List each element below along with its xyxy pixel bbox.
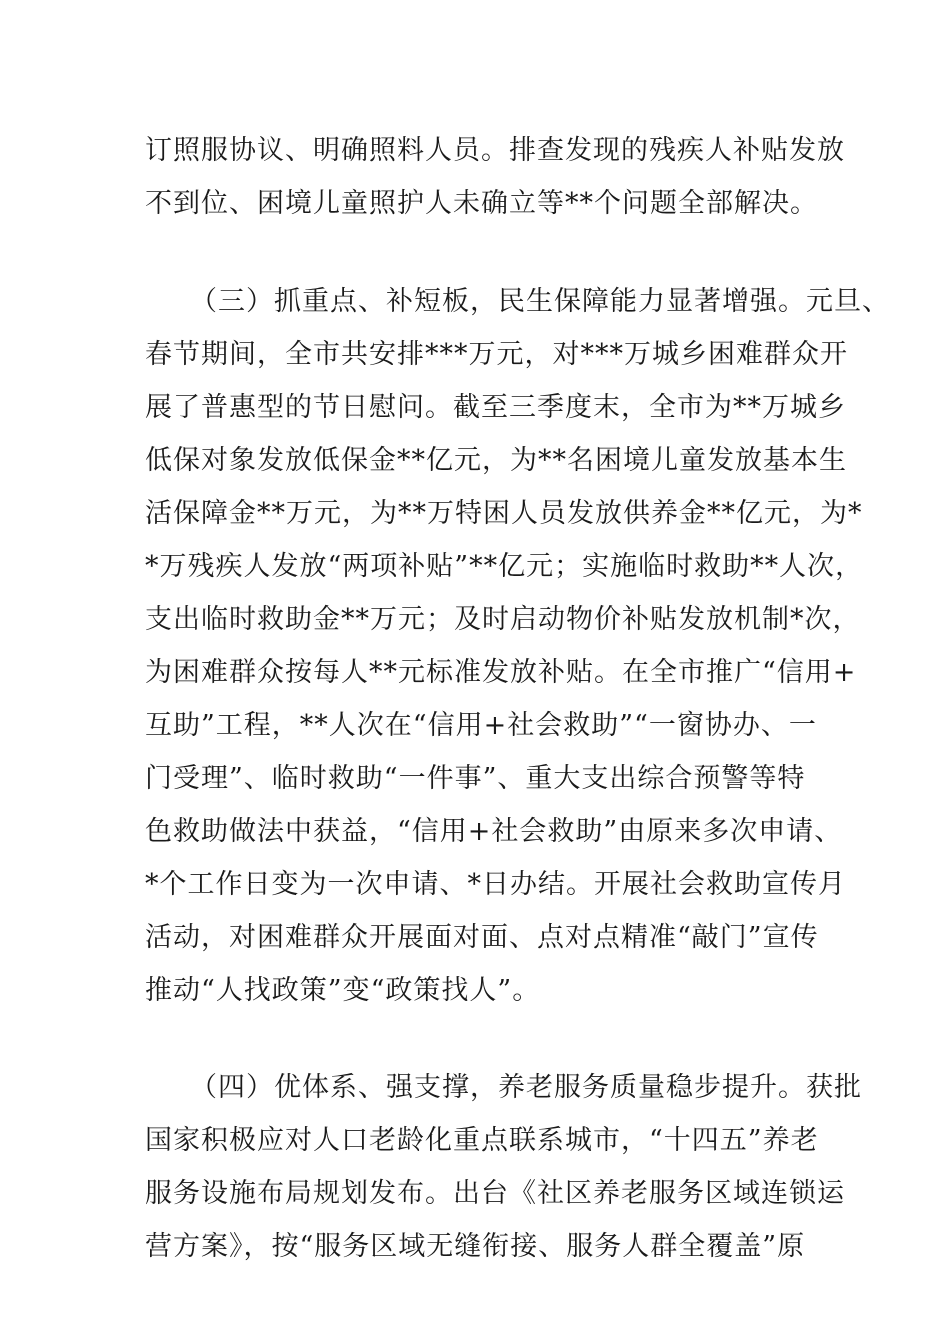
text-line: 订照服协议、明确照料人员。排查发现的残疾人补贴发放 bbox=[145, 135, 845, 166]
text-line: *万残疾人发放“两项补贴”**亿元；实施临时救助**人次， bbox=[145, 551, 864, 582]
text-line: 互助”工程，**人次在“信用+社会救助”“一窗协办、一 bbox=[145, 710, 817, 741]
text-line: 营方案》，按“服务区域无缝衔接、服务人群全覆盖”原 bbox=[145, 1231, 806, 1262]
text-line: 色救助做法中获益，“信用+社会救助”由原来多次申请、 bbox=[145, 816, 843, 847]
section-heading-line: （三）抓重点、补短板，民生保障能力显著增强。元旦、 bbox=[190, 286, 890, 317]
text-line: 不到位、困境儿童照护人未确立等**个问题全部解决。 bbox=[145, 188, 818, 219]
text-line: 春节期间，全市共安排***万元，对***万城乡困难群众开 bbox=[145, 339, 848, 370]
text-line: 展了普惠型的节日慰问。截至三季度末，全市为**万城乡 bbox=[145, 392, 846, 423]
text-line: 门受理”、临时救助“一件事”、重大支出综合预警等特 bbox=[145, 763, 806, 794]
text-line: 为困难群众按每人**元标准发放补贴。在全市推广“信用+ bbox=[145, 657, 857, 688]
text-line: 活动，对困难群众开展面对面、点对点精准“敲门”宣传 bbox=[145, 922, 819, 953]
text-line: 支出临时救助金**万元；及时启动物价补贴发放机制*次， bbox=[145, 604, 861, 635]
text-line: 低保对象发放低保金**亿元，为**名困境儿童发放基本生 bbox=[145, 445, 847, 476]
section-heading-line: （四）优体系、强支撑，养老服务质量稳步提升。获批 bbox=[190, 1072, 862, 1103]
text-line: 活保障金**万元，为**万特困人员发放供养金**亿元，为* bbox=[145, 498, 863, 529]
text-line: 服务设施布局规划发布。出台《社区养老服务区域连锁运 bbox=[145, 1178, 845, 1209]
text-line: 国家积极应对人口老龄化重点联系城市，“十四五”养老 bbox=[145, 1125, 819, 1156]
text-line: *个工作日变为一次申请、*日办结。开展社会救助宣传月 bbox=[145, 869, 846, 900]
text-line: 推动“人找政策”变“政策找人”。 bbox=[145, 975, 541, 1006]
